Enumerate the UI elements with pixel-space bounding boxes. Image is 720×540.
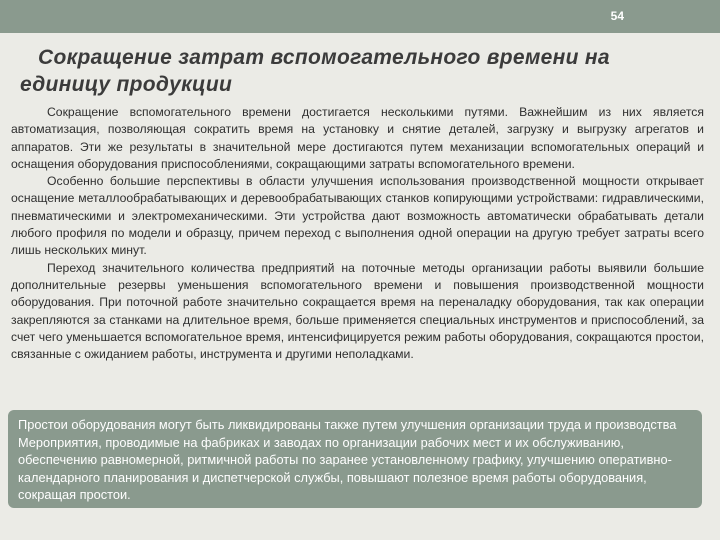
page-number: 54 bbox=[610, 9, 624, 23]
paragraph-flow-methods: Переход значительного количества предприятий на поточные методы организации работы выявили большие дополнительные резервы уменьшения вспомогательного времени и повышения производственной мощности оборудования. При поточной работе значительно сокращается время на переналадку оборудования, так как операции закрепляются за станками на длительное время, больше применяется специальных инструментов и приспособлений, за счет чего уменьшается вспомогательное время, интенсифицируется режим работы оборудования, сокращаются простои, связанные с ожиданием работы, инструмента и другими неполадками. bbox=[11, 260, 704, 362]
body-text bbox=[11, 104, 704, 363]
slide-title-line-2: единицу продукции bbox=[20, 73, 233, 96]
header-bar bbox=[0, 0, 720, 33]
callout-box bbox=[8, 410, 702, 508]
slide-title bbox=[18, 44, 708, 98]
slide-title-line-1: Сокращение затрат вспомогательного времени на bbox=[38, 46, 610, 69]
callout-text: Простои оборудования могут быть ликвидированы также путем улучшения организации труда и производства Мероприятия, проводимые на фабриках и заводах по организации рабочих мест и их обслуживанию, обеспечению равномерной, ритмичной работы по заранее установленному графику, улучшению оперативно-календарного планирования и диспетчерской службы, повышают полезное время работы оборудования, сокращая простои. bbox=[18, 417, 677, 502]
paragraph-automation: Сокращение вспомогательного времени достигается несколькими путями. Важнейшим из них является автоматизация, позволяющая сократить время на установку и снятие деталей, загрузку и выгрузку агрегатов и аппаратов. Эти же результаты в значительной мере достигаются путем механизации вспомогательных операций и оснащения оборудования приспособлениями, сокращающими затраты вспомогательного времени. bbox=[11, 105, 704, 171]
paragraph-copying-devices: Особенно большие перспективы в области улучшения использования производственной мощности открывает оснащение металлообрабатывающих и деревообрабатывающих станков копирующими устройствами: гидравлическими, пневматическими и электромеханическими. Эти устройства дают возможность автоматически обрабатывать детали любого профиля по модели и образцу, причем переход с выполнения одной операции на другую требует затраты всего лишь нескольких минут. bbox=[11, 174, 704, 258]
